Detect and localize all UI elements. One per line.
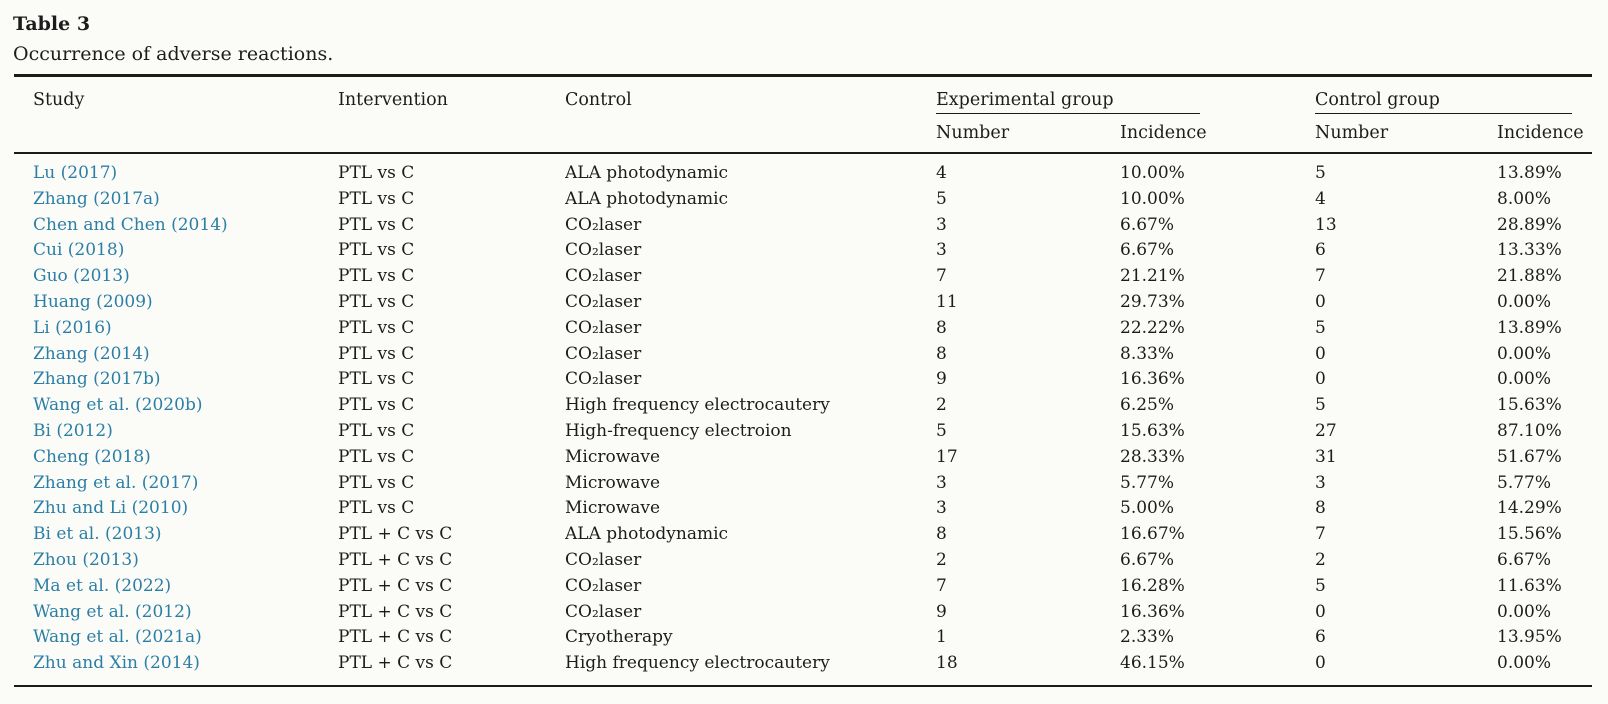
control-incidence-cell: 15.56% <box>1497 524 1562 545</box>
control-number-cell: 5 <box>1315 317 1326 338</box>
experimental-incidence-cell: 5.77% <box>1120 472 1175 493</box>
study-citation-link[interactable]: Bi (2012) <box>33 420 113 441</box>
study-cell <box>14 264 338 290</box>
intervention-cell: PTL vs C <box>338 498 415 519</box>
study-citation-link[interactable]: Zhang (2014) <box>33 343 150 364</box>
table-row <box>14 290 1592 316</box>
table-row <box>14 548 1592 574</box>
table-row <box>14 600 1592 626</box>
study-citation-link[interactable]: Li (2016) <box>33 317 112 338</box>
column-header-intervention: Intervention <box>338 76 565 154</box>
control-number-cell: 5 <box>1315 163 1326 183</box>
experimental-incidence-cell: 10.00% <box>1120 163 1185 183</box>
control-cell: High frequency electrocautery <box>565 651 936 686</box>
intervention-cell: PTL vs C <box>338 266 415 287</box>
study-cell <box>14 445 338 471</box>
study-citation-link[interactable]: Zhu and Xin (2014) <box>33 653 200 674</box>
experimental-incidence-cell: 16.36% <box>1120 369 1185 390</box>
table-label: Table 3 <box>13 13 91 35</box>
intervention-cell: PTL vs C <box>338 291 415 312</box>
experimental-number-cell: 3 <box>936 240 947 261</box>
study-citation-link[interactable]: Huang (2009) <box>33 291 153 312</box>
control-number-cell: 4 <box>1315 188 1326 209</box>
study-citation-link[interactable]: Cui (2018) <box>33 240 125 261</box>
control-cell: CO₂laser <box>565 369 642 390</box>
control-incidence-cell: 0.00% <box>1497 601 1552 622</box>
study-cell <box>14 367 338 393</box>
study-cell <box>14 153 338 187</box>
control-cell: CO₂laser <box>565 317 642 338</box>
experimental-incidence-cell: 29.73% <box>1120 291 1185 312</box>
experimental-incidence-cell: 5.00% <box>1120 498 1175 519</box>
table-row <box>14 574 1592 600</box>
experimental-number-cell: 1 <box>936 627 947 648</box>
intervention-cell: PTL vs C <box>338 240 415 261</box>
control-incidence-cell: 13.33% <box>1497 240 1562 261</box>
control-cell: High frequency electrocautery <box>565 395 830 416</box>
intervention-cell: PTL + C vs C <box>338 575 453 596</box>
study-cell <box>14 290 338 316</box>
experimental-incidence-cell: 46.15% <box>1120 651 1315 686</box>
control-number-cell: 13 <box>1315 214 1337 235</box>
table-row <box>14 471 1592 497</box>
experimental-number-cell: 5 <box>936 188 947 209</box>
control-incidence-cell: 87.10% <box>1497 420 1562 441</box>
experimental-incidence-cell: 21.21% <box>1120 266 1185 287</box>
column-header-exp-incidence: Incidence <box>1120 114 1315 153</box>
control-cell: CO₂laser <box>565 343 642 364</box>
experimental-number-cell: 2 <box>936 549 947 570</box>
control-incidence-cell: 11.63% <box>1497 575 1562 596</box>
control-cell: Cryotherapy <box>565 627 673 648</box>
experimental-number-cell: 8 <box>936 343 947 364</box>
study-citation-link[interactable]: Zhou (2013) <box>33 549 139 570</box>
study-citation-link[interactable]: Zhang (2017b) <box>33 369 161 390</box>
study-cell <box>14 471 338 497</box>
control-incidence-cell: 6.67% <box>1497 549 1552 570</box>
control-number-cell: 0 <box>1315 369 1326 390</box>
column-header-ctrl-number: Number <box>1315 114 1497 153</box>
control-number-cell: 7 <box>1315 266 1326 287</box>
table-row <box>14 393 1592 419</box>
experimental-incidence-cell: 2.33% <box>1120 627 1175 648</box>
experimental-number-cell: 7 <box>936 575 947 596</box>
experimental-number-cell: 7 <box>936 266 947 287</box>
intervention-cell: PTL + C vs C <box>338 524 453 545</box>
control-cell: Microwave <box>565 472 661 493</box>
control-number-cell: 2 <box>1315 549 1326 570</box>
control-number-cell: 6 <box>1315 627 1326 648</box>
study-cell <box>14 496 338 522</box>
study-cell <box>14 419 338 445</box>
table-row <box>14 342 1592 368</box>
study-citation-link[interactable]: Lu (2017) <box>33 163 118 183</box>
control-cell: CO₂laser <box>565 575 642 596</box>
control-incidence-cell: 13.95% <box>1497 627 1562 648</box>
table-caption: Occurrence of adverse reactions. <box>13 43 334 65</box>
intervention-cell: PTL + C vs C <box>338 549 453 570</box>
intervention-cell: PTL + C vs C <box>338 601 453 622</box>
control-number-cell: 0 <box>1315 601 1326 622</box>
table-row <box>14 651 1592 686</box>
intervention-cell: PTL vs C <box>338 369 415 390</box>
experimental-number-cell: 9 <box>936 601 947 622</box>
control-number-cell: 0 <box>1315 651 1497 686</box>
experimental-incidence-cell: 28.33% <box>1120 446 1185 467</box>
control-cell: ALA photodynamic <box>565 163 729 183</box>
column-header-study: Study <box>14 76 338 154</box>
study-citation-link[interactable]: Zhang et al. (2017) <box>33 472 199 493</box>
intervention-cell: PTL vs C <box>338 188 415 209</box>
study-cell <box>14 342 338 368</box>
control-number-cell: 7 <box>1315 524 1326 545</box>
experimental-number-cell: 4 <box>936 163 947 183</box>
experimental-incidence-cell: 6.67% <box>1120 240 1175 261</box>
control-incidence-cell: 21.88% <box>1497 266 1562 287</box>
control-incidence-cell: 0.00% <box>1497 343 1552 364</box>
intervention-cell: PTL vs C <box>338 395 415 416</box>
group-header-control-group <box>1315 76 1592 115</box>
control-incidence-cell: 13.89% <box>1497 317 1562 338</box>
column-header-control: Control <box>565 76 936 154</box>
experimental-number-cell: 3 <box>936 498 947 519</box>
control-cell: CO₂laser <box>565 291 642 312</box>
study-citation-link[interactable]: Zhang (2017a) <box>33 188 160 209</box>
intervention-cell: PTL vs C <box>338 343 415 364</box>
experimental-incidence-cell: 22.22% <box>1120 317 1185 338</box>
table-row <box>14 187 1592 213</box>
control-incidence-cell: 13.89% <box>1497 163 1562 183</box>
intervention-cell: PTL + C vs C <box>338 627 453 648</box>
study-citation-link[interactable]: Wang et al. (2021a) <box>33 627 202 648</box>
control-cell: Microwave <box>565 446 661 467</box>
control-number-cell: 5 <box>1315 575 1326 596</box>
control-incidence-cell: 0.00% <box>1497 291 1552 312</box>
intervention-cell: PTL + C vs C <box>338 651 565 686</box>
study-cell <box>14 548 338 574</box>
study-cell <box>14 187 338 213</box>
study-cell <box>14 316 338 342</box>
study-citation-link[interactable]: Ma et al. (2022) <box>33 575 172 596</box>
control-incidence-cell: 14.29% <box>1497 498 1562 519</box>
control-cell: Microwave <box>565 498 661 519</box>
control-cell: High-frequency electroion <box>565 420 792 441</box>
table-row <box>14 496 1592 522</box>
study-citation-link[interactable]: Wang et al. (2012) <box>33 601 192 622</box>
table-row <box>14 419 1592 445</box>
table-row <box>14 153 1592 187</box>
control-cell: CO₂laser <box>565 601 642 622</box>
intervention-cell: PTL vs C <box>338 163 415 183</box>
table-row <box>14 316 1592 342</box>
intervention-cell: PTL vs C <box>338 446 415 467</box>
group-header-experimental <box>936 76 1315 115</box>
control-incidence-cell: 51.67% <box>1497 446 1562 467</box>
control-number-cell: 0 <box>1315 343 1326 364</box>
experimental-number-cell: 9 <box>936 369 947 390</box>
intervention-cell: PTL vs C <box>338 420 415 441</box>
control-number-cell: 5 <box>1315 395 1326 416</box>
table-row <box>14 367 1592 393</box>
control-cell: CO₂laser <box>565 214 642 235</box>
control-number-cell: 31 <box>1315 446 1337 467</box>
study-cell <box>14 574 338 600</box>
control-number-cell: 27 <box>1315 420 1337 441</box>
study-citation-link[interactable]: Bi et al. (2013) <box>33 524 162 545</box>
intervention-cell: PTL vs C <box>338 317 415 338</box>
experimental-number-cell: 3 <box>936 472 947 493</box>
control-incidence-cell: 15.63% <box>1497 395 1562 416</box>
control-number-cell: 6 <box>1315 240 1326 261</box>
control-number-cell: 0 <box>1315 291 1326 312</box>
column-header-exp-number: Number <box>936 114 1120 153</box>
experimental-incidence-cell: 16.36% <box>1120 601 1185 622</box>
study-cell <box>14 393 338 419</box>
control-cell: CO₂laser <box>565 240 642 261</box>
study-citation-link[interactable]: Wang et al. (2020b) <box>33 395 203 416</box>
control-number-cell: 3 <box>1315 472 1326 493</box>
control-incidence-cell: 0.00% <box>1497 651 1592 686</box>
experimental-incidence-cell: 15.63% <box>1120 420 1185 441</box>
experimental-incidence-cell: 6.25% <box>1120 395 1175 416</box>
experimental-incidence-cell: 10.00% <box>1120 188 1185 209</box>
experimental-incidence-cell: 16.67% <box>1120 524 1185 545</box>
control-incidence-cell: 0.00% <box>1497 369 1552 390</box>
experimental-number-cell: 5 <box>936 420 947 441</box>
experimental-incidence-cell: 8.33% <box>1120 343 1175 364</box>
table-row <box>14 238 1592 264</box>
study-cell <box>14 238 338 264</box>
adverse-reactions-table <box>14 74 1592 687</box>
study-cell <box>14 625 338 651</box>
table-row <box>14 264 1592 290</box>
experimental-number-cell: 8 <box>936 524 947 545</box>
experimental-number-cell: 8 <box>936 317 947 338</box>
intervention-cell: PTL vs C <box>338 214 415 235</box>
table-row <box>14 213 1592 239</box>
study-cell <box>14 213 338 239</box>
table-row <box>14 625 1592 651</box>
control-cell: CO₂laser <box>565 549 642 570</box>
control-cell: CO₂laser <box>565 266 642 287</box>
study-cell <box>14 651 338 686</box>
experimental-number-cell: 18 <box>936 651 1120 686</box>
control-cell: ALA photodynamic <box>565 188 729 209</box>
experimental-incidence-cell: 16.28% <box>1120 575 1185 596</box>
control-incidence-cell: 28.89% <box>1497 214 1562 235</box>
column-header-ctrl-incidence: Incidence <box>1497 114 1592 153</box>
study-citation-link[interactable]: Guo (2013) <box>33 266 130 287</box>
control-incidence-cell: 5.77% <box>1497 472 1552 493</box>
experimental-number-cell: 2 <box>936 395 947 416</box>
study-citation-link[interactable]: Chen and Chen (2014) <box>33 214 228 235</box>
study-citation-link[interactable]: Cheng (2018) <box>33 446 151 467</box>
control-cell: ALA photodynamic <box>565 524 729 545</box>
control-number-cell: 8 <box>1315 498 1326 519</box>
experimental-incidence-cell: 6.67% <box>1120 549 1175 570</box>
experimental-incidence-cell: 6.67% <box>1120 214 1175 235</box>
study-cell <box>14 600 338 626</box>
study-citation-link[interactable]: Zhu and Li (2010) <box>33 498 189 519</box>
experimental-number-cell: 17 <box>936 446 958 467</box>
experimental-number-cell: 11 <box>936 291 958 312</box>
study-cell <box>14 522 338 548</box>
experimental-group-label: Experimental group <box>936 90 1200 114</box>
table-row <box>14 445 1592 471</box>
control-group-label: Control group <box>1315 90 1572 114</box>
control-incidence-cell: 8.00% <box>1497 188 1552 209</box>
experimental-number-cell: 3 <box>936 214 947 235</box>
intervention-cell: PTL vs C <box>338 472 415 493</box>
table-row <box>14 522 1592 548</box>
